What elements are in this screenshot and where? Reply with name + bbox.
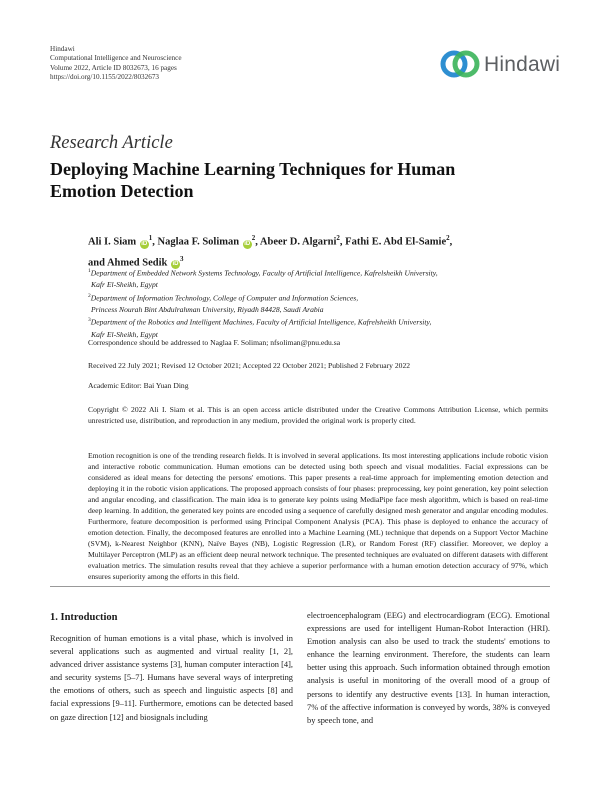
- copyright-notice: Copyright © 2022 Ali I. Siam et al. This is an open access article distributed under the Creative Commons Attribution License, which permits unrestricted use, distribution, and reproduction in any medium, provided the original work is properly cited.: [88, 405, 548, 425]
- affiliation-item: [88, 315, 548, 328]
- logo-wordmark: Hindawi: [484, 53, 561, 76]
- affiliations: [88, 266, 548, 340]
- journal-masthead: [50, 45, 182, 83]
- affiliation-line: Kafr El-Sheikh, Egypt: [91, 280, 158, 290]
- author-list: Ali I. Siam $iD^1$, Naglaa F. Soliman $iD^2$, Abeer D. Algarni$^2$, Fathi E. Abd El-Samie$^2$, and Ahmed Sedik $iD^3$: [88, 234, 453, 268]
- publication-dates: Received 22 July 2021; Revised 12 October 2021; Accepted 22 October 2021; Published 2 February 2022: [88, 361, 411, 370]
- affiliation-item: [88, 266, 548, 279]
- affiliation-sup: 3: [88, 317, 91, 324]
- orcid-icon[interactable]: iD: [172, 261, 179, 267]
- orcid-icon[interactable]: iD: [244, 240, 251, 247]
- abstract: Emotion recognition is one of the trending research fields. It is involved in several applications. Its most interesting applications include robotic vision and interactive robotic communication. Human emotions can be detected using both speech and visual modalities. Facial expressions can be considered as ideal means for detecting the persons' emotions. This paper presents a real-time approach for implementing emotion detection and deploying it in the robotic vision applications. The proposed approach consists of four phases: preprocessing, key point generation, key point selection and angular encoding, and classification. The main idea is to generate key points using MediaPipe face mesh algorithm, which is based on real-time deep learning. In addition, the generated key points are encoded using a sequence of carefully designed mesh generator and angular encoding modules. Furthermore, feature decomposition is performed using Principal Component Analysis (PCA). This phase is deployed to enhance the accuracy of emotion detection. Finally, the decomposed features are enrolled into a Machine Learning (ML) technique that depends on a Support Vector Machine (SVM), k-Nearest Neighbor (KNN), Naïve Bayes (NB), Logistic Regression (LR), or Random Forest (RF) classifier. Moreover, we deploy a Multilayer Perceptron (MLP) as an efficient deep neural network technique. The presented techniques are evaluated on different datasets with different evaluation metrics. The simulation results reveal that they achieve a superior performance with a human emotion detection accuracy of 97%, which ensures superiority among the efforts in this field.: [88, 451, 548, 581]
- article-type: Research Article: [50, 133, 173, 153]
- author-sup: 1: [148, 234, 153, 242]
- paper-title: Deploying Machine Learning Techniques for Human Emotion Detection: [50, 159, 456, 201]
- section-heading: 1. Introduction: [50, 612, 118, 623]
- author-name[interactable]: Abeer D. Algarni: [259, 236, 337, 248]
- affiliation-line: Princess Nourah Bint Abdulrahman University, Riyadh 84428, Saudi Arabia: [91, 304, 324, 314]
- affiliation-line: Department of Embedded Network Systems Technology, Faculty of Artificial Intelligence, Kafrelsheikh University,: [90, 268, 438, 278]
- author-name[interactable]: Fathi E. Abd El-Samie: [345, 236, 447, 248]
- orcid-icon[interactable]: iD: [141, 240, 148, 247]
- affiliation-item: [88, 291, 548, 304]
- section-divider: [50, 586, 550, 587]
- author-sup: 2: [336, 234, 340, 242]
- author-sup: 2: [251, 234, 256, 242]
- author-name[interactable]: Naglaa F. Soliman: [157, 236, 240, 248]
- affiliation-line: Department of Information Technology, College of Computer and Information Sciences,: [90, 293, 359, 303]
- volume-info: Volume 2022, Article ID 8032673, 16 pages: [50, 63, 177, 72]
- author-sup: 3: [180, 254, 184, 263]
- affiliation-line: Department of the Robotics and Intelligent Machines, Faculty of Artificial Intelligence, Kafrelsheikh University,: [90, 317, 432, 327]
- body-column-left: Recognition of human emotions is a vital phase, which is involved in several applications such as augmented and virtual reality [1, 2], advanced driver assistance systems [3], human computer interaction [4], and security systems [5–7]. Humans have several ways of interpreting the emotions of others, such as speech and linguistic aspects [8] and facial expressions [9–11]. Furthermore, emotions can be detected based on gaze direction [12] and biosignals including: [50, 634, 293, 722]
- body-column-right: electroencephalogram (EEG) and electrocardiogram (ECG). Emotional expressions are used for intelligent Human-Robot Interaction (HRI). Emotion analysis can also be used to track the students' emotions to enhance the learning environment. Therefore, the students can learn better using this approach. Such information obtained through emotion analysis is useful in monitoring of the overall mood of a group of persons to identify any destructive events [13]. In human interaction, 7% of the affective information is conveyed by words, 38% is conveyed by speech tone, and: [307, 611, 550, 725]
- journal-name: Computational Intelligence and Neuroscience: [50, 54, 182, 63]
- author-name[interactable]: Ali I. Siam: [88, 236, 137, 248]
- affiliation-line: Kafr El-Sheikh, Egypt: [91, 329, 158, 339]
- doi-link[interactable]: https://doi.org/10.1155/2022/8032673: [50, 73, 160, 82]
- affiliation-sup: 2: [88, 292, 91, 299]
- correspondence: Correspondence should be addressed to Naglaa F. Soliman; nfsoliman@pnu.edu.sa: [88, 338, 341, 347]
- author-sup: 2: [446, 234, 450, 242]
- author-name[interactable]: and Ahmed Sedik: [88, 257, 168, 268]
- affiliation-sup: 1: [88, 268, 91, 274]
- academic-editor: Academic Editor: Bai Yuan Ding: [88, 381, 189, 390]
- publisher-name: Hindawi: [50, 45, 75, 53]
